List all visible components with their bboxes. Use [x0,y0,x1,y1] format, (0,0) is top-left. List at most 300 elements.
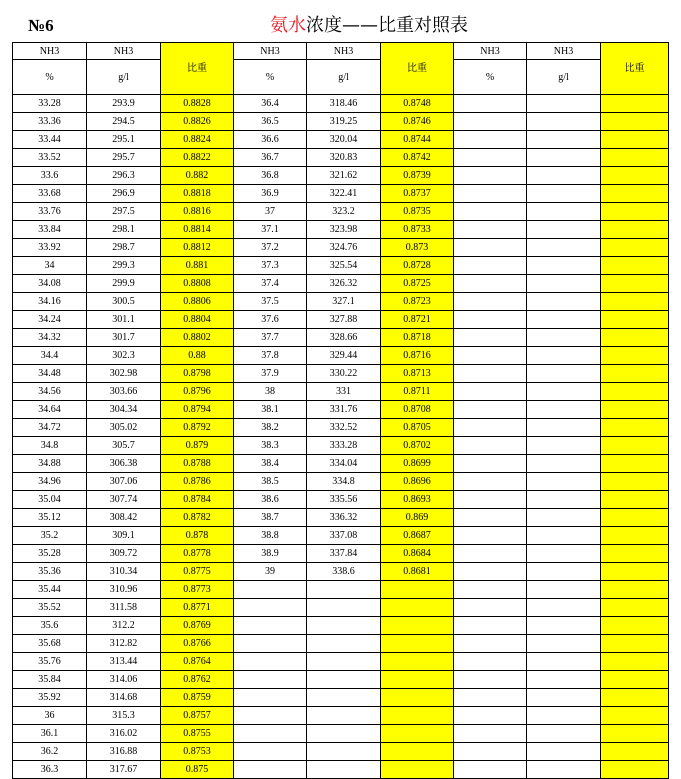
specific-gravity-cell [381,689,454,707]
nh3-percent-cell [454,419,527,437]
nh3-gl-cell: 295.1 [87,131,161,149]
specific-gravity-cell: 0.8759 [161,689,234,707]
nh3-percent-cell: 34.56 [13,383,87,401]
specific-gravity-cell [601,167,669,185]
specific-gravity-cell [601,365,669,383]
nh3-percent-cell: 33.44 [13,131,87,149]
nh3-percent-cell [454,113,527,131]
nh3-percent-cell [454,455,527,473]
specific-gravity-cell: 0.8794 [161,401,234,419]
nh3-percent-cell [454,95,527,113]
specific-gravity-cell [381,743,454,761]
table-row [13,419,669,437]
nh3-percent-cell [454,707,527,725]
nh3-percent-cell: 37.1 [234,221,307,239]
specific-gravity-cell [601,707,669,725]
nh3-percent-cell: 36.7 [234,149,307,167]
nh3-percent-cell: 37.8 [234,347,307,365]
nh3-gl-cell [527,671,601,689]
specific-gravity-cell [601,473,669,491]
nh3-percent-cell: 37.9 [234,365,307,383]
nh3-percent-cell: 34.32 [13,329,87,347]
nh3-gl-cell [527,221,601,239]
title-rest: 浓度——比重对照表 [306,15,468,36]
nh3-percent-cell: 35.68 [13,635,87,653]
nh3-gl-cell [527,617,601,635]
table-row [13,257,669,275]
nh3-percent-cell: 33.36 [13,113,87,131]
nh3-percent-cell [454,329,527,347]
specific-gravity-cell [601,725,669,743]
nh3-percent-cell [454,401,527,419]
nh3-percent-cell [454,509,527,527]
nh3-gl-cell [527,581,601,599]
header-unit-gl-1: g/l [87,60,161,95]
nh3-gl-cell: 305.7 [87,437,161,455]
nh3-gl-cell [307,707,381,725]
specific-gravity-cell [601,311,669,329]
specific-gravity-cell [601,149,669,167]
specific-gravity-cell: 0.8739 [381,167,454,185]
specific-gravity-cell: 0.8796 [161,383,234,401]
specific-gravity-cell: 0.8742 [381,149,454,167]
specific-gravity-cell: 0.8716 [381,347,454,365]
nh3-gl-cell: 320.83 [307,149,381,167]
nh3-gl-cell: 302.98 [87,365,161,383]
nh3-gl-cell: 300.5 [87,293,161,311]
nh3-percent-cell: 35.12 [13,509,87,527]
nh3-gl-cell [527,653,601,671]
nh3-percent-cell [454,275,527,293]
specific-gravity-cell [601,239,669,257]
nh3-gl-cell [527,725,601,743]
nh3-percent-cell: 35.52 [13,599,87,617]
nh3-gl-cell [527,491,601,509]
nh3-gl-cell: 335.56 [307,491,381,509]
table-row [13,491,669,509]
nh3-gl-cell: 326.32 [307,275,381,293]
nh3-percent-cell [234,581,307,599]
nh3-percent-cell: 34.16 [13,293,87,311]
nh3-percent-cell: 38.4 [234,455,307,473]
specific-gravity-cell: 0.8792 [161,419,234,437]
nh3-percent-cell [454,689,527,707]
nh3-percent-cell: 38.5 [234,473,307,491]
header-specific-gravity-2: 比重 [381,43,454,95]
nh3-gl-cell: 329.44 [307,347,381,365]
nh3-gl-cell: 325.54 [307,257,381,275]
specific-gravity-cell: 0.8755 [161,725,234,743]
specific-gravity-cell: 0.8804 [161,311,234,329]
header-specific-gravity-1: 比重 [161,43,234,95]
table-row [13,167,669,185]
specific-gravity-cell: 0.8766 [161,635,234,653]
nh3-percent-cell: 38.1 [234,401,307,419]
specific-gravity-cell: 0.8828 [161,95,234,113]
header-row-names [13,43,669,60]
nh3-gl-cell: 314.06 [87,671,161,689]
nh3-gl-cell: 301.7 [87,329,161,347]
nh3-gl-cell: 305.02 [87,419,161,437]
nh3-percent-cell [454,635,527,653]
specific-gravity-cell: 0.8802 [161,329,234,347]
specific-gravity-cell: 0.8728 [381,257,454,275]
nh3-gl-cell [307,743,381,761]
nh3-gl-cell [307,689,381,707]
specific-gravity-cell: 0.8824 [161,131,234,149]
nh3-gl-cell: 318.46 [307,95,381,113]
specific-gravity-cell: 0.8798 [161,365,234,383]
nh3-gl-cell: 327.88 [307,311,381,329]
nh3-gl-cell: 320.04 [307,131,381,149]
nh3-gl-cell: 331.76 [307,401,381,419]
table-row [13,203,669,221]
nh3-percent-cell: 36.3 [13,761,87,779]
nh3-gl-cell [527,455,601,473]
specific-gravity-cell [601,635,669,653]
header-nh3-gl-2: NH3 [307,43,381,60]
nh3-gl-cell: 331 [307,383,381,401]
nh3-gl-cell: 328.66 [307,329,381,347]
specific-gravity-cell [601,257,669,275]
nh3-percent-cell: 35.6 [13,617,87,635]
nh3-percent-cell: 33.28 [13,95,87,113]
nh3-gl-cell: 324.76 [307,239,381,257]
specific-gravity-cell: 0.8705 [381,419,454,437]
table-row [13,635,669,653]
header-specific-gravity-3: 比重 [601,43,669,95]
nh3-gl-cell [307,617,381,635]
specific-gravity-cell [601,383,669,401]
specific-gravity-cell [601,581,669,599]
nh3-gl-cell [527,275,601,293]
specific-gravity-cell: 0.8778 [161,545,234,563]
nh3-gl-cell [527,563,601,581]
table-row [13,329,669,347]
specific-gravity-cell [601,275,669,293]
table-row [13,689,669,707]
nh3-percent-cell: 38.3 [234,437,307,455]
nh3-gl-cell: 332.52 [307,419,381,437]
specific-gravity-cell: 0.8748 [381,95,454,113]
title-ammonia: 氨水 [270,15,306,36]
nh3-percent-cell: 38 [234,383,307,401]
specific-gravity-cell: 0.8788 [161,455,234,473]
header-unit-gl-3: g/l [527,60,601,95]
specific-gravity-cell: 0.8725 [381,275,454,293]
nh3-gl-cell [307,599,381,617]
nh3-gl-cell [527,383,601,401]
nh3-gl-cell [527,401,601,419]
header-nh3-gl-1: NH3 [87,43,161,60]
specific-gravity-cell [601,617,669,635]
specific-gravity-cell [601,671,669,689]
specific-gravity-cell: 0.8708 [381,401,454,419]
specific-gravity-cell: 0.8784 [161,491,234,509]
specific-gravity-cell [601,419,669,437]
nh3-percent-cell: 34 [13,257,87,275]
nh3-percent-cell: 34.4 [13,347,87,365]
nh3-gl-cell: 333.28 [307,437,381,455]
specific-gravity-cell: 0.882 [161,167,234,185]
table-row [13,671,669,689]
nh3-percent-cell: 35.76 [13,653,87,671]
specific-gravity-cell: 0.8775 [161,563,234,581]
nh3-gl-cell: 307.06 [87,473,161,491]
nh3-gl-cell [307,725,381,743]
specific-gravity-cell: 0.8711 [381,383,454,401]
nh3-percent-cell [234,635,307,653]
specific-gravity-cell: 0.8764 [161,653,234,671]
nh3-gl-cell [527,527,601,545]
nh3-percent-cell [234,725,307,743]
specific-gravity-cell [601,491,669,509]
nh3-gl-cell [527,419,601,437]
header-unit-percent-3: % [454,60,527,95]
nh3-percent-cell: 36.8 [234,167,307,185]
nh3-gl-cell [307,653,381,671]
specific-gravity-cell [601,131,669,149]
nh3-percent-cell: 36.9 [234,185,307,203]
nh3-gl-cell: 315.3 [87,707,161,725]
specific-gravity-cell [601,653,669,671]
nh3-percent-cell [454,617,527,635]
nh3-gl-cell: 314.68 [87,689,161,707]
nh3-percent-cell [454,527,527,545]
specific-gravity-cell [381,581,454,599]
header-nh3-percent-2: NH3 [234,43,307,60]
document-number: №6 [28,16,54,35]
nh3-percent-cell: 38.9 [234,545,307,563]
table-row [13,563,669,581]
header-unit-percent-2: % [234,60,307,95]
header-nh3-gl-3: NH3 [527,43,601,60]
table-row [13,527,669,545]
nh3-percent-cell: 34.88 [13,455,87,473]
table-row [13,581,669,599]
specific-gravity-cell [601,221,669,239]
nh3-percent-cell: 33.92 [13,239,87,257]
specific-gravity-cell: 0.8822 [161,149,234,167]
table-row [13,131,669,149]
specific-gravity-cell [601,185,669,203]
nh3-gl-cell [527,545,601,563]
specific-gravity-cell: 0.8762 [161,671,234,689]
specific-gravity-cell [381,599,454,617]
nh3-percent-cell [454,545,527,563]
nh3-gl-cell: 310.96 [87,581,161,599]
specific-gravity-cell [601,545,669,563]
nh3-gl-cell [527,743,601,761]
specific-gravity-cell: 0.8733 [381,221,454,239]
page-header [0,0,681,42]
nh3-percent-cell: 33.6 [13,167,87,185]
nh3-gl-cell: 309.72 [87,545,161,563]
specific-gravity-cell [601,401,669,419]
nh3-gl-cell: 322.41 [307,185,381,203]
header-row-units [13,60,669,95]
table-row [13,239,669,257]
nh3-percent-cell: 36.6 [234,131,307,149]
nh3-percent-cell: 37.3 [234,257,307,275]
nh3-gl-cell: 338.6 [307,563,381,581]
nh3-percent-cell [454,653,527,671]
specific-gravity-cell: 0.878 [161,527,234,545]
specific-gravity-cell: 0.8684 [381,545,454,563]
specific-gravity-cell: 0.8826 [161,113,234,131]
specific-gravity-cell: 0.8818 [161,185,234,203]
nh3-gl-cell: 319.25 [307,113,381,131]
specific-gravity-cell: 0.869 [381,509,454,527]
nh3-gl-cell: 299.9 [87,275,161,293]
table-row [13,707,669,725]
nh3-percent-cell: 35.36 [13,563,87,581]
specific-gravity-cell: 0.8814 [161,221,234,239]
nh3-gl-cell: 294.5 [87,113,161,131]
nh3-percent-cell [234,743,307,761]
table-row [13,401,669,419]
nh3-percent-cell [454,725,527,743]
nh3-gl-cell: 312.2 [87,617,161,635]
nh3-gl-cell [527,599,601,617]
nh3-percent-cell: 35.2 [13,527,87,545]
nh3-gl-cell [527,347,601,365]
nh3-gl-cell: 330.22 [307,365,381,383]
nh3-percent-cell: 36.5 [234,113,307,131]
nh3-percent-cell [454,149,527,167]
table-row [13,185,669,203]
nh3-percent-cell [454,293,527,311]
nh3-gl-cell: 303.66 [87,383,161,401]
specific-gravity-cell [601,113,669,131]
nh3-percent-cell [454,365,527,383]
specific-gravity-cell [381,653,454,671]
nh3-gl-cell: 312.82 [87,635,161,653]
nh3-gl-cell: 302.3 [87,347,161,365]
nh3-percent-cell [454,167,527,185]
table-row [13,95,669,113]
nh3-gl-cell: 316.02 [87,725,161,743]
header-unit-gl-2: g/l [307,60,381,95]
nh3-percent-cell: 33.84 [13,221,87,239]
specific-gravity-cell: 0.8702 [381,437,454,455]
specific-gravity-cell: 0.8737 [381,185,454,203]
nh3-percent-cell: 37.5 [234,293,307,311]
specific-gravity-cell: 0.8735 [381,203,454,221]
table-row [13,149,669,167]
nh3-percent-cell: 34.08 [13,275,87,293]
nh3-percent-cell: 35.04 [13,491,87,509]
nh3-gl-cell: 337.84 [307,545,381,563]
nh3-gl-cell: 296.9 [87,185,161,203]
nh3-gl-cell: 299.3 [87,257,161,275]
specific-gravity-cell [381,707,454,725]
nh3-percent-cell: 34.96 [13,473,87,491]
specific-gravity-cell [601,347,669,365]
nh3-gl-cell [527,473,601,491]
specific-gravity-cell [381,617,454,635]
nh3-percent-cell: 38.2 [234,419,307,437]
nh3-percent-cell: 37.2 [234,239,307,257]
specific-gravity-cell: 0.8771 [161,599,234,617]
nh3-gl-cell: 336.32 [307,509,381,527]
nh3-percent-cell [234,599,307,617]
nh3-percent-cell [234,671,307,689]
nh3-percent-cell: 33.76 [13,203,87,221]
nh3-percent-cell: 34.72 [13,419,87,437]
nh3-gl-cell [307,635,381,653]
nh3-gl-cell [527,131,601,149]
nh3-percent-cell: 33.68 [13,185,87,203]
specific-gravity-cell [381,671,454,689]
nh3-gl-cell [527,167,601,185]
nh3-percent-cell [454,563,527,581]
nh3-gl-cell [527,95,601,113]
table-row [13,437,669,455]
table-row [13,383,669,401]
nh3-percent-cell: 38.8 [234,527,307,545]
nh3-gl-cell: 313.44 [87,653,161,671]
nh3-gl-cell: 295.7 [87,149,161,167]
specific-gravity-cell: 0.8696 [381,473,454,491]
table-row [13,653,669,671]
table-row [13,617,669,635]
specific-gravity-cell [601,293,669,311]
specific-gravity-cell: 0.8816 [161,203,234,221]
nh3-percent-cell [454,347,527,365]
nh3-percent-cell: 35.92 [13,689,87,707]
nh3-gl-cell [527,113,601,131]
nh3-gl-cell: 307.74 [87,491,161,509]
nh3-percent-cell [234,653,307,671]
nh3-gl-cell [527,293,601,311]
nh3-gl-cell: 309.1 [87,527,161,545]
specific-gravity-cell: 0.8773 [161,581,234,599]
nh3-gl-cell [307,581,381,599]
nh3-percent-cell [454,131,527,149]
nh3-gl-cell [527,707,601,725]
nh3-percent-cell [454,437,527,455]
nh3-percent-cell: 35.28 [13,545,87,563]
nh3-percent-cell: 34.24 [13,311,87,329]
table-row [13,545,669,563]
table-row [13,275,669,293]
nh3-gl-cell [527,437,601,455]
nh3-percent-cell: 36 [13,707,87,725]
specific-gravity-cell: 0.8718 [381,329,454,347]
specific-gravity-cell [601,527,669,545]
nh3-gl-cell: 321.62 [307,167,381,185]
specific-gravity-cell [601,743,669,761]
table-row [13,455,669,473]
table-row [13,725,669,743]
nh3-percent-cell [234,689,307,707]
specific-gravity-cell: 0.88 [161,347,234,365]
nh3-percent-cell [454,671,527,689]
nh3-gl-cell [527,203,601,221]
specific-gravity-cell [601,455,669,473]
concentration-density-table [12,42,669,779]
nh3-gl-cell [527,689,601,707]
table-row [13,113,669,131]
nh3-gl-cell: 334.04 [307,455,381,473]
table-row [13,221,669,239]
nh3-gl-cell: 327.1 [307,293,381,311]
nh3-percent-cell [454,599,527,617]
nh3-gl-cell: 304.34 [87,401,161,419]
specific-gravity-cell: 0.875 [161,761,234,779]
nh3-percent-cell: 35.84 [13,671,87,689]
